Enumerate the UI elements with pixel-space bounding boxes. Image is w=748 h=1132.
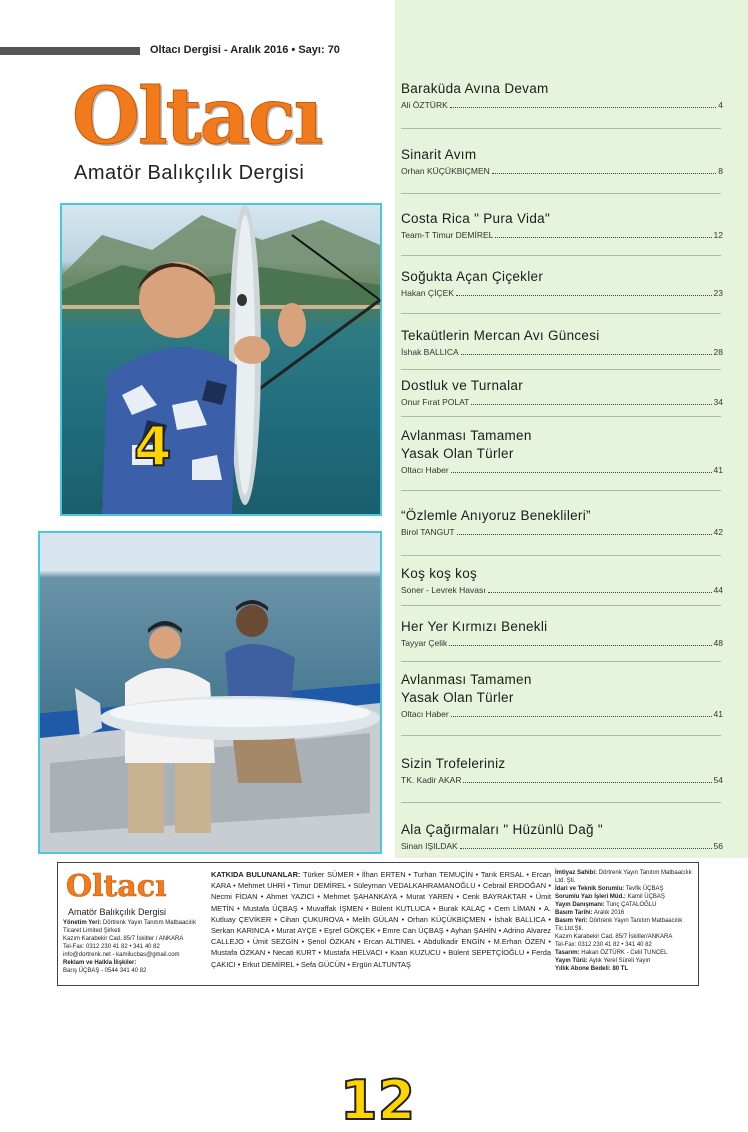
toc-author: Oltacı Haber <box>401 709 449 719</box>
publisher-phone: Tel-Fax: 0312 230 41 82 • 341 40 82 <box>63 944 160 950</box>
toc-page: 23 <box>713 288 723 298</box>
toc-author: Sinan IŞILDAK <box>401 841 458 851</box>
toc-divider <box>401 735 721 736</box>
toc-author: Oltacı Haber <box>401 465 449 475</box>
toc-divider <box>401 313 721 314</box>
toc-author: Tayyar Çelik <box>401 638 448 648</box>
toc-entry[interactable] <box>401 427 723 476</box>
technical-value: Tevfik ÜÇBAŞ <box>625 886 664 892</box>
toc-title: Avlanması Tamamen <box>401 428 532 443</box>
publication-type-label: Yayın Türü: <box>555 958 588 964</box>
publisher-address: Kazım Karabekir Cad. 85/7 İskitler / ANKARA <box>63 936 184 942</box>
contributors-label: KATKIDA BULUNANLAR: <box>211 870 301 879</box>
toc-entry[interactable] <box>401 268 723 299</box>
toc-page: 56 <box>713 841 723 851</box>
toc-author: Soner - Levrek Havası <box>401 585 486 595</box>
toc-title: Koş koş koş <box>401 566 478 581</box>
toc-title: Avlanması Tamamen <box>401 672 532 687</box>
toc-page: 44 <box>713 585 723 595</box>
toc-entry[interactable] <box>401 146 723 177</box>
photo2-page-number: 12 <box>340 1069 416 1132</box>
toc-author: Birol TANGUT <box>401 527 455 537</box>
toc-title: Sinarit Avım <box>401 147 477 162</box>
management-label: Yönetim Yeri: <box>63 920 102 926</box>
toc-author: İshak BALLICA <box>401 347 459 357</box>
masthead-box <box>57 862 699 986</box>
advertising-label: Reklam ve Halkla İlişkiler: <box>63 960 137 966</box>
toc-page: 34 <box>713 397 723 407</box>
technical-label: İdari ve Teknik Sorumlu: <box>555 886 625 892</box>
magazine-tagline: Amatör Balıkçılık Dergisi <box>74 162 305 184</box>
toc-entry[interactable] <box>401 671 723 720</box>
photo1-page-number: 4 <box>134 415 172 478</box>
toc-entry[interactable] <box>401 565 723 596</box>
toc-author: Hakan ÇİÇEK <box>401 288 454 298</box>
imprint-phone: Tel-Fax: 0312 230 41 82 • 341 40 82 <box>555 942 652 948</box>
owner-value: Dörtrenk Yayın Tanıtım Matbaacılık Ltd. Şti. <box>555 870 692 884</box>
publisher-info <box>63 919 211 975</box>
toc-page: 42 <box>713 527 723 537</box>
print-place-label: Basım Yeri: <box>555 918 588 924</box>
contributors <box>211 869 551 970</box>
subscription-label: Yıllık Abone Bedeli: <box>555 966 611 972</box>
toc-divider <box>401 661 721 662</box>
design-value: Hakan ÖZTÜRK - Celil TUNCEL <box>581 950 668 956</box>
toc-page: 48 <box>713 638 723 648</box>
advisor-label: Yayın Danışmanı: <box>555 902 605 908</box>
toc-entry[interactable] <box>401 821 723 852</box>
toc-page: 41 <box>713 709 723 719</box>
toc-title: Tekaütlerin Mercan Avı Güncesi <box>401 328 600 343</box>
toc-entry[interactable] <box>401 327 723 358</box>
footer-logo: Oltacı <box>66 869 167 904</box>
barracuda-photo[interactable] <box>60 203 382 516</box>
chief-editor-value: Kamil ÜÇBAŞ <box>627 894 665 900</box>
imprint-info <box>555 869 695 973</box>
print-date-label: Basım Tarihi: <box>555 910 593 916</box>
toc-page: 12 <box>713 230 723 240</box>
toc-title: Ala Çağırmaları " Hüzünlü Dağ " <box>401 822 603 837</box>
toc-divider <box>401 193 721 194</box>
toc-title: Sizin Trofeleriniz <box>401 756 506 771</box>
publisher-email[interactable]: info@dortrenk.net - kamilucbas@gmail.com <box>63 952 180 958</box>
toc-page: 41 <box>713 465 723 475</box>
magazine-logo: Oltacı <box>72 71 322 162</box>
toc-title: Baraküda Avına Devam <box>401 81 549 96</box>
design-label: Tasarım: <box>555 950 580 956</box>
toc-entry[interactable] <box>401 80 723 111</box>
toc-title-line2: Yasak Olan Türler <box>401 446 514 461</box>
owner-label: İmtiyaz Sahibi: <box>555 870 598 876</box>
subscription-value: 80 TL <box>612 966 629 972</box>
toc-entry[interactable] <box>401 377 723 408</box>
publication-type-value: Aylık Yerel Süreli Yayın <box>589 958 651 964</box>
issue-bar <box>0 47 140 55</box>
issue-line: Oltacı Dergisi - Aralık 2016 • Sayı: 70 <box>150 44 340 56</box>
toc-title-line2: Yasak Olan Türler <box>401 690 514 705</box>
toc-author: Onur Fırat POLAT <box>401 397 470 407</box>
toc-entry[interactable] <box>401 618 723 649</box>
toc-title: “Özlemle Anıyoruz Beneklileri” <box>401 508 591 523</box>
barracuda-photo-illustration <box>62 205 380 514</box>
toc-divider <box>401 802 721 803</box>
tarpon-photo-illustration <box>40 533 380 852</box>
contributors-list: Türker SÜMER • İlhan ERTEN • Turhan TEMUÇİN • Tarık ERSAL • Ercan KARA • Mehmet UHRİ • Timur DEMİREL • Süleyman VEDALKAHRAMANOĞLU • Cebrail ERDOĞAN • Necmi FİDAN • Ahmet YAZICI • Mehmet ŞAHANKAYA • Murat YAREN • Cenk BAYRAKTAR • Ümit METİN • Mustafa ÜÇBAŞ • Muvaffak İŞMEN • Bülent KUTLUCA • Burak KALAÇ • Cem LİMAN • A. Kutluay ÇEVİKER • Cihan ÇUKUROVA • Melih GÜLAN • Orhan KÜÇÜKBIÇMEN • İshak BALLICA • Serkan KARINCA • Murat AYÇE • Eşref GÖKÇEK • Emre Can ÜÇBAŞ • Ayhan ŞAHİN • Adrino Alvarez CALLEJO • Ümit SEZGİN • Şenol ÖZKAN • Ercan ALTINEL • Abdulkadir ENGİN • M.Erhan ÖZEN • Mustafa ÖZKAN • Necati KURT • Mustafa HELVACI • Kaan KUZUCU • Bülent SEPETÇİOĞLU • Ferda ÇAKICI • Erkut DEMİREL • Sefa GÜCÜN • Ergün ALTUNTAŞ <box>211 870 551 969</box>
print-date-value: Aralık 2016 <box>593 910 625 916</box>
chief-editor-label: Sorumlu Yazı İşleri Müd.: <box>555 894 626 900</box>
toc-divider <box>401 369 721 370</box>
toc-title: Soğukta Açan Çiçekler <box>401 269 544 284</box>
toc-title: Her Yer Kırmızı Benekli <box>401 619 548 634</box>
toc-entry[interactable] <box>401 507 723 538</box>
toc-author: Team-T Timur DEMİREL <box>401 230 494 240</box>
imprint-address: Kazım Karabekir Cad. 85/7 İskitler/ANKARA <box>555 934 673 940</box>
toc-divider <box>401 605 721 606</box>
toc-entry[interactable] <box>401 755 723 786</box>
toc-author: Orhan KÜÇÜKBIÇMEN <box>401 166 490 176</box>
advisor-value: Tunç ÇATALOĞLU <box>606 902 657 908</box>
toc-page: 54 <box>713 775 723 785</box>
toc-title: Costa Rica " Pura Vida" <box>401 211 551 226</box>
toc-page: 28 <box>713 347 723 357</box>
toc-author: TK. Kadir AKAR <box>401 775 462 785</box>
toc-title: Dostluk ve Turnalar <box>401 378 523 393</box>
toc-page: 8 <box>718 166 723 176</box>
toc-divider <box>401 490 721 491</box>
toc-divider <box>401 416 721 417</box>
toc-entry[interactable] <box>401 210 723 241</box>
footer-tagline: Amatör Balıkçılık Dergisi <box>68 907 167 917</box>
print-place-value: Dörtrenk Yayın Tanıtım Matbaacılık Tic.Ltd.Şti. <box>555 918 683 932</box>
toc-divider <box>401 555 721 556</box>
toc-divider <box>401 255 721 256</box>
toc-divider <box>401 128 721 129</box>
management-value: Dörtrenk Yayın Tanıtım Matbaacılık Ticaret Limited Şirketi <box>63 920 196 934</box>
toc-author: Ali ÖZTÜRK <box>401 100 448 110</box>
toc-page: 4 <box>718 100 723 110</box>
advertising-value: Barış ÜÇBAŞ - 0544 341 40 82 <box>63 968 147 974</box>
